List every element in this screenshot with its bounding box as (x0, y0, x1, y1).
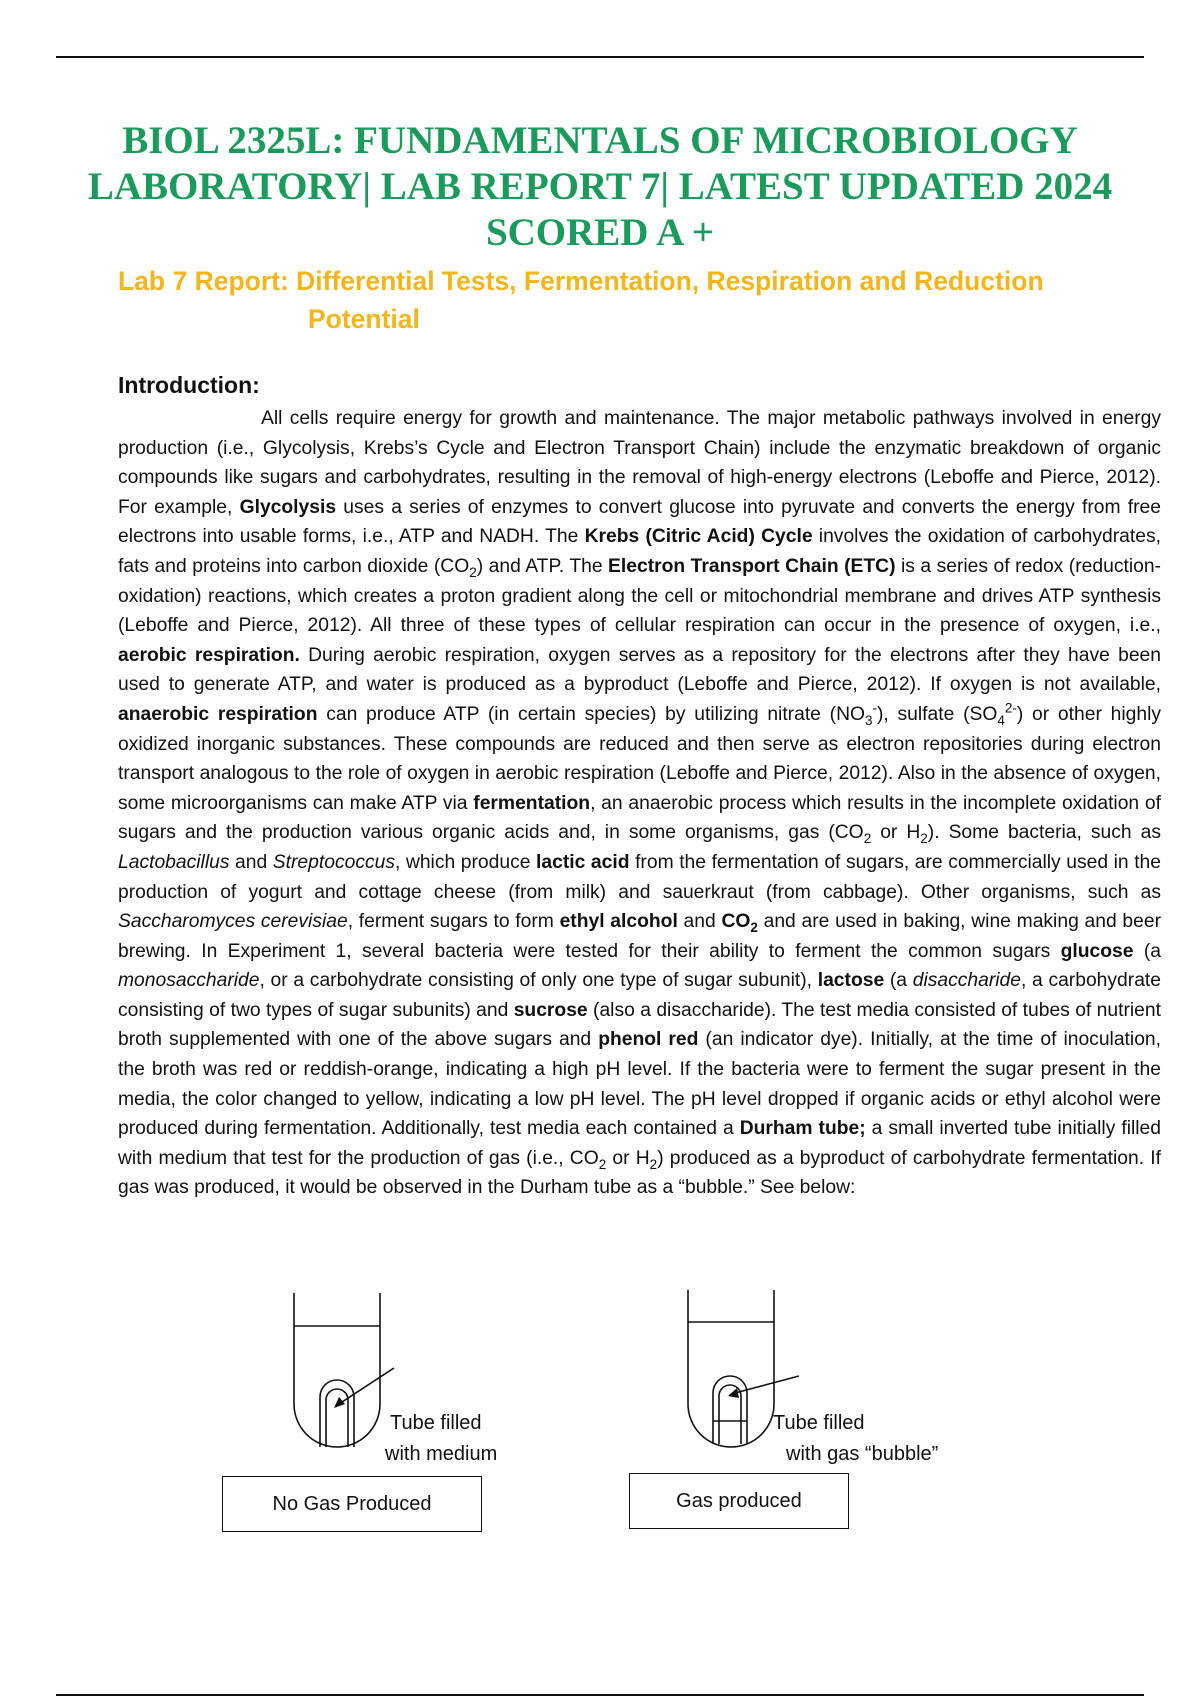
intro-text-segment: uses a series of enzymes to convert glucose into pyruvate and converts the energy from free electrons into usable forms, i.e., ATP and NADH. The (118, 496, 1161, 548)
intro-text-segment: from the fermentation of sugars, are commercially used in the production of yogurt and cottage cheese (from milk) and sauerkraut (from cabbage). Other organisms, such as (118, 851, 1162, 903)
intro-text-segment: Streptococcus (272, 851, 395, 873)
bottom-rule (56, 1694, 1144, 1696)
introduction-paragraph (118, 404, 1161, 1203)
intro-text-segment: Saccharomyces cerevisiae (118, 911, 348, 933)
intro-text-segment: involves the oxidation of carbohydrates, fats and proteins into carbon dioxide (CO (118, 526, 1161, 577)
subtitle-line-1: Lab 7 Report: Differential Tests, Fermentation, Respiration and Reduction (118, 266, 1044, 296)
intro-text-segment: or H (871, 822, 921, 844)
report-subtitle (118, 262, 1118, 338)
left-durham-inner-line (326, 1389, 348, 1447)
gas-produced-box: Gas produced (629, 1473, 849, 1529)
left-pointer-arrowhead (334, 1397, 345, 1408)
intro-text-segment: aerobic respiration. (118, 644, 300, 666)
intro-text-segment: Krebs (Citric Acid) Cycle (584, 526, 813, 548)
subtitle-line-2: Potential (308, 304, 420, 334)
intro-text-segment: monosaccharide (118, 970, 260, 992)
intro-text-segment: ) produced as a byproduct of carbohydrate fermentation. If gas was produced, it would be observed in the Durham tube as a “bubble.” See below: (118, 1147, 1161, 1199)
left-test-tube-outline (294, 1293, 380, 1447)
intro-text-segment: CO (721, 911, 751, 933)
intro-text-segment: - (872, 700, 878, 716)
right-durham-inner-line (719, 1385, 741, 1444)
intro-text-segment: glucose (1060, 940, 1134, 962)
intro-text-segment: 2 (598, 1156, 607, 1172)
top-rule (56, 56, 1144, 58)
right-tube-label-line-1: Tube filled (773, 1412, 865, 1434)
intro-text-segment: Durham tube; (739, 1118, 866, 1140)
document-title (60, 118, 1140, 256)
intro-text-segment: 2- (1004, 700, 1017, 716)
intro-text-segment: (a (1133, 940, 1161, 962)
right-tube-label-line-2: with gas “bubble” (786, 1443, 939, 1465)
intro-text-segment: phenol red (598, 1029, 699, 1051)
intro-text-segment: or H (606, 1147, 650, 1169)
intro-text-segment: lactic acid (536, 851, 630, 873)
title-line-3: SCORED A + (485, 211, 715, 254)
introduction-heading: Introduction: (118, 372, 260, 398)
title-line-1: BIOL 2325L: FUNDAMENTALS OF MICROBIOLOGY (122, 119, 1078, 162)
intro-text-segment: sucrose (513, 999, 588, 1021)
intro-text-segment: 2 (750, 919, 758, 935)
intro-text-segment: 2 (920, 831, 928, 847)
intro-text-segment: 4 (997, 712, 1005, 728)
title-line-2: LABORATORY| LAB REPORT 7| LATEST UPDATED 2024 (87, 165, 1113, 208)
intro-text-segment: can produce ATP (in certain species) by utilizing nitrate (NO (317, 703, 865, 725)
intro-text-segment: 2 (649, 1156, 658, 1172)
left-durham-tube (320, 1380, 354, 1447)
no-gas-produced-box: No Gas Produced (222, 1476, 482, 1532)
right-pointer-line (735, 1376, 799, 1393)
intro-text-segment: 2 (863, 831, 872, 847)
intro-text-segment: lactose (817, 970, 885, 992)
right-test-tube-outline (688, 1290, 774, 1447)
intro-text-segment: ethyl alcohol (559, 911, 678, 933)
intro-text-segment: Glycolysis (239, 496, 337, 518)
intro-text-segment: disaccharide (912, 970, 1021, 992)
intro-text-segment: 3 (865, 712, 873, 728)
intro-text-segment: anaerobic respiration (118, 703, 318, 725)
right-durham-tube (713, 1376, 747, 1444)
left-tube-label (385, 1408, 498, 1470)
intro-text-segment: a small inverted tube initially filled with medium that test for the production of gas (i.e., CO (118, 1118, 1161, 1169)
intro-text-segment: During aerobic respiration, oxygen serves as a repository for the electrons after they have been used to generate ATP, and water is produced as a byproduct (Leboffe and Pierce, 2012). If oxygen is not available, (118, 644, 1161, 696)
intro-text-segment: fermentation (473, 792, 591, 814)
intro-text-segment: ) and ATP. The (476, 555, 609, 577)
intro-text-segment: , ferment sugars to form (347, 911, 560, 933)
intro-text-segment: Lactobacillus (118, 851, 230, 873)
intro-text-segment: ). Some bacteria, such as (927, 822, 1161, 844)
intro-text-segment: (an indicator dye). Initially, at the time of inoculation, the broth was red or reddish-orange, indicating a high pH level. If the bacteria were to ferment the sugar present in the media, the color changed to yellow, indicating a low pH level. The pH level dropped if organic acids or ethyl alcohol were produced during fermentation. Additionally, test media each contained a (118, 1029, 1161, 1140)
intro-text-segment: , a carbohydrate consisting of two types of sugar subunits) and (118, 970, 1161, 1021)
intro-text-segment: 2 (469, 564, 477, 580)
right-tube-label (773, 1408, 938, 1470)
intro-text-segment: and (229, 851, 273, 873)
intro-text-segment: (a (884, 970, 913, 992)
intro-text-segment: , an anaerobic process which results in the incomplete oxidation of sugars and the production various organic acids and, in some organisms, gas (CO (118, 792, 1161, 844)
intro-text-segment: ) or other highly oxidized inorganic substances. These compounds are reduced and then serve as electron repositories during electron transport analogous to the role of oxygen in aerobic respiration (Leboffe and Pierce, 2012). Also in the absence of oxygen, some microorganisms can make ATP via (118, 703, 1161, 814)
intro-text-segment: ), sulfate (SO (877, 703, 998, 725)
intro-text-segment: and are used in baking, wine making and beer brewing. In Experiment 1, several bacteria were tested for their ability to ferment the common sugars (118, 911, 1162, 962)
intro-text-segment: is a series of redox (reduction-oxidation) reactions, which creates a proton gradient along the cell or mitochondrial membrane and drives ATP synthesis (Leboffe and Pierce, 2012). All three of these types of cellular respiration can occur in the presence of oxygen, i.e., (118, 555, 1161, 637)
intro-text-segment: and (677, 911, 722, 933)
intro-text-segment: All cells require energy for growth and maintenance. The major metabolic pathways involved in energy production (i.e., Glycolysis, Krebs’s Cycle and Electron Transport Chain) include the enzymatic breakdown of organic compounds like sugars and carbohydrates, resulting in the removal of high-energy electrons (Leboffe and Pierce, 2012). For example, (118, 408, 1161, 518)
intro-text-segment: (also a disaccharide). The test media consisted of tubes of nutrient broth supplemented with one of the above sugars and (118, 999, 1161, 1051)
left-tube-label-line-1: Tube filled (390, 1412, 482, 1434)
intro-text-segment: , which produce (394, 851, 537, 873)
left-pointer-line (339, 1368, 394, 1404)
right-pointer-arrowhead (728, 1388, 739, 1398)
left-tube-label-line-2: with medium (385, 1443, 498, 1465)
intro-text-segment: Electron Transport Chain (ETC) (608, 555, 896, 577)
intro-text-segment: , or a carbohydrate consisting of only one type of sugar subunit), (259, 970, 818, 992)
